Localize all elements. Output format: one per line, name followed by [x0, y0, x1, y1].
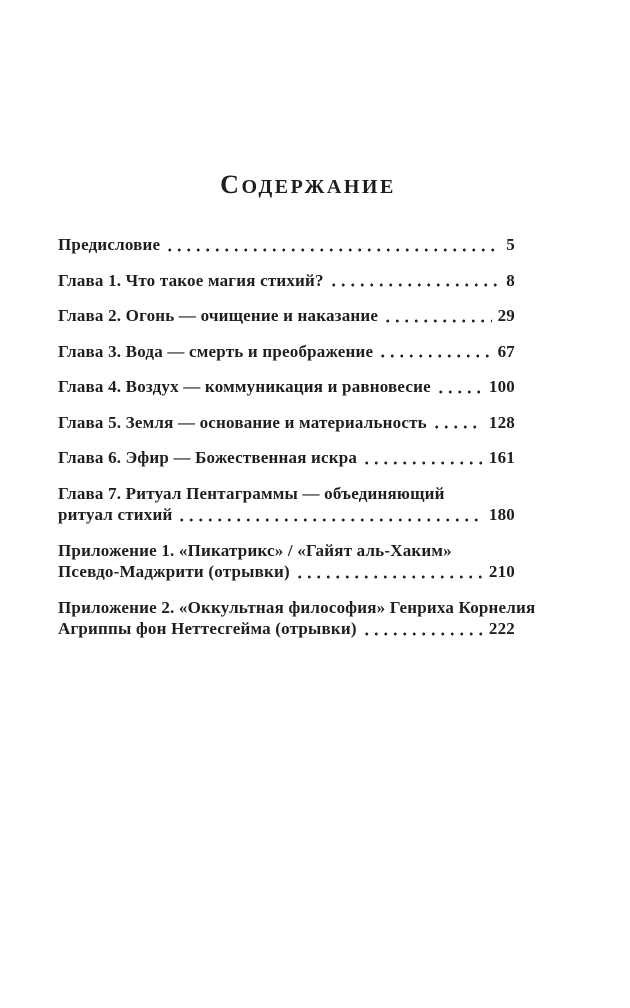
dot-leader [329, 270, 501, 292]
toc-entry-title: Глава 5. Земля — основание и материальность [58, 412, 427, 432]
toc-entry-last-line [58, 618, 515, 640]
dot-leader [177, 504, 482, 526]
toc-entry-last-line [58, 504, 515, 526]
toc-entry-title: Глава 4. Воздух — коммуникация и равновесие [58, 377, 431, 396]
toc-entry [58, 447, 515, 469]
toc-list [58, 234, 536, 654]
toc-entry-title: Глава 2. Огонь — очищение и наказание [58, 306, 379, 325]
toc-entry [58, 412, 515, 434]
toc-entry-line: Приложение 1. «Пикатрикс» / «Гайят аль-Хаким» [58, 540, 452, 560]
toc-entry-title: Псевдо-Маджрити (отрывки) [58, 562, 290, 581]
toc-entry-title: Глава 6. Эфир — Божественная искра [58, 448, 358, 467]
toc-entry [58, 376, 515, 398]
toc-entry-line: Приложение 2. «Оккультная философия» Генриха Корнелия [58, 597, 536, 617]
dot-leader [362, 618, 483, 640]
toc-page-number: 100 [488, 377, 515, 396]
title-initial-letter: С [220, 170, 242, 199]
toc-entry-last-line [58, 561, 515, 583]
toc-page-number: 161 [488, 448, 515, 467]
toc-page-number: 210 [488, 562, 515, 581]
dot-leader [165, 234, 500, 256]
dot-leader [295, 561, 483, 583]
toc-entry-last-line [58, 447, 515, 469]
toc-page-number: 29 [497, 306, 515, 325]
page-title [0, 166, 616, 203]
toc-entry [58, 234, 515, 256]
toc-page-number: 180 [488, 505, 515, 524]
dot-leader [436, 376, 483, 398]
toc-entry-last-line [58, 412, 515, 434]
dot-leader [383, 305, 491, 327]
title-rest-letters: ОДЕРЖАНИЕ [241, 176, 396, 198]
toc-entry-last-line [58, 376, 515, 398]
toc-page-number: 8 [506, 270, 515, 290]
toc-entry-last-line [58, 341, 515, 363]
toc-entry-line: Глава 7. Ритуал Пентаграммы — объединяющий [58, 483, 445, 503]
toc-entry [58, 341, 515, 363]
toc-page-number: 67 [497, 341, 515, 361]
dot-leader [362, 447, 483, 469]
toc-entry-last-line [58, 305, 515, 327]
toc-entry [58, 305, 515, 327]
toc-entry [58, 270, 515, 292]
toc-page-number: 222 [488, 619, 515, 638]
toc-entry-wrapped-lines [58, 540, 515, 562]
toc-entry [58, 540, 515, 583]
toc-entry [58, 597, 536, 640]
toc-entry-last-line [58, 234, 515, 256]
toc-page-number: 128 [488, 412, 515, 432]
toc-entry [58, 483, 515, 526]
toc-entry-title: Глава 1. Что такое магия стихий? [58, 270, 324, 290]
toc-page-number: 5 [506, 235, 515, 254]
dot-leader [378, 341, 491, 363]
toc-entry-title: Предисловие [58, 235, 161, 254]
toc-entry-wrapped-lines [58, 483, 515, 505]
toc-entry-title: Глава 3. Вода — смерть и преображение [58, 341, 374, 361]
toc-entry-last-line [58, 270, 515, 292]
toc-entry-title: ритуал стихий [58, 505, 173, 524]
dot-leader [432, 412, 483, 434]
toc-entry-wrapped-lines [58, 597, 536, 619]
toc-entry-title: Агриппы фон Неттесгейма (отрывки) [58, 619, 357, 638]
